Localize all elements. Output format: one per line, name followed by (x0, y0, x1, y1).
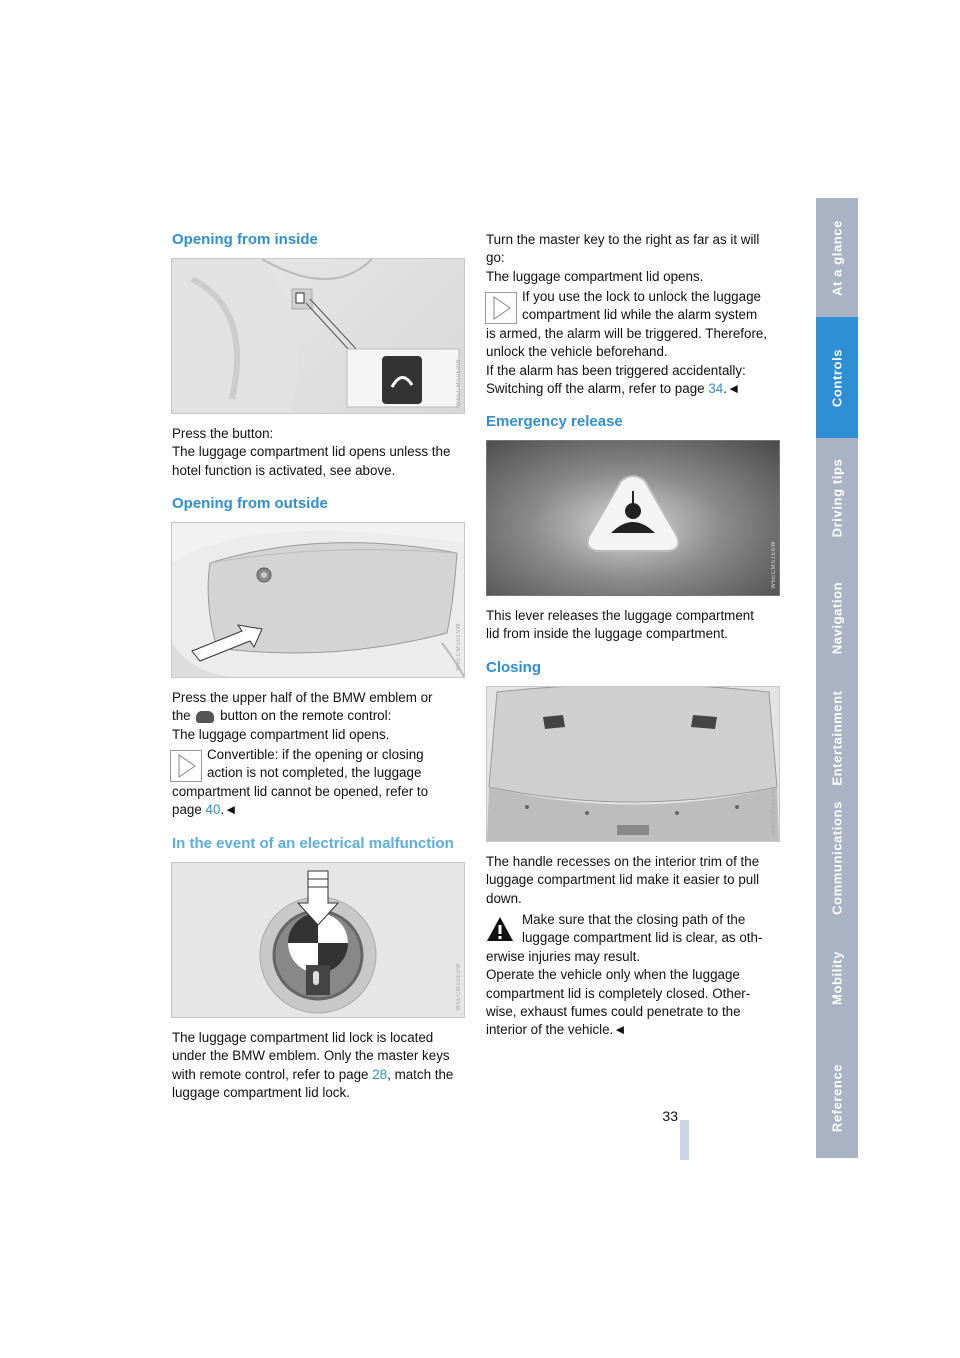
text-lock-location (172, 1029, 472, 1103)
side-tab-label: Navigation (829, 581, 845, 654)
warning-closing-path (486, 911, 786, 1040)
text-line: under the BMW emblem. Only the master keys (172, 1048, 450, 1064)
heading-opening-inside: Opening from inside (172, 231, 318, 248)
side-tab-label: Driving tips (829, 458, 845, 537)
figure-emergency-lever (486, 440, 780, 596)
figure-outside-illustration (172, 523, 464, 677)
heading-emergency-release: Emergency release (486, 413, 623, 430)
figure-lid-interior (486, 686, 780, 842)
text-press-button (172, 425, 472, 480)
text-line-with-icon (172, 707, 472, 725)
heading-opening-outside: Opening from outside (172, 495, 328, 512)
text-line (486, 380, 786, 398)
text-fragment: with remote control, refer to page (172, 1066, 369, 1082)
page-number: 33 (662, 1108, 678, 1124)
figure-lid-illustration (487, 687, 779, 841)
heading-closing: Closing (486, 659, 541, 676)
text-fragment: Switching off the alarm, refer to page (486, 381, 705, 397)
text-line: unlock the vehicle beforehand. (486, 344, 668, 360)
note-convertible (172, 746, 472, 820)
side-tab-driving-tips[interactable] (816, 438, 858, 559)
text-line (172, 1066, 472, 1084)
text-line: The luggage compartment lid lock is located (172, 1030, 434, 1045)
figure-lock-illustration (172, 863, 464, 1017)
text-line: This lever releases the luggage compartment (486, 608, 754, 623)
text-line: go: (486, 250, 505, 266)
side-tab-navigation[interactable] (816, 557, 858, 680)
side-tab-entertainment[interactable] (816, 678, 858, 800)
side-tab-label: Communications (829, 801, 845, 915)
page-link-28[interactable]: 28 (372, 1066, 388, 1082)
text-line: lid from inside the luggage compartment. (486, 626, 728, 642)
side-tab-at-a-glance[interactable] (816, 198, 858, 319)
text-line: compartment lid is completely closed. Other- (486, 985, 751, 1001)
text-line: is armed, the alarm will be triggered. Therefore, (486, 325, 768, 341)
text-fragment: the (172, 708, 191, 724)
text-line: Convertible: if the opening or closing (207, 747, 424, 762)
text-fragment: button on the remote control: (220, 708, 392, 724)
side-tab-communications[interactable] (816, 798, 858, 920)
end-marker: .◄ (220, 802, 238, 818)
page-link-40[interactable]: 40 (205, 802, 221, 818)
footer-edition: Online Edition for Part-No. 01 41 0 158 445 - © 09/04 BMW AG (312, 1141, 648, 1155)
side-tab-label: Controls (829, 348, 845, 407)
side-tab-controls[interactable] (816, 317, 858, 440)
page-link-34[interactable]: 34 (708, 381, 724, 397)
text-line: action is not completed, the luggage (207, 765, 422, 781)
text-master-key (486, 231, 786, 286)
text-line: If the alarm has been triggered accidentally: (486, 362, 746, 378)
text-line: The luggage compartment lid opens. (172, 726, 390, 742)
text-line: luggage compartment lid lock. (172, 1085, 350, 1101)
heading-electrical-malfunction: In the event of an electrical malfunction (172, 835, 454, 852)
text-line: The handle recesses on the interior trim of the (486, 854, 760, 869)
side-tab-label: At a glance (829, 219, 845, 296)
text-line: Press the button: (172, 426, 274, 441)
figure-code: W6ECMS0E0W (456, 963, 462, 1011)
text-line: compartment lid cannot be opened, refer to (172, 783, 429, 799)
text-line: hotel function is activated, see above. (172, 462, 396, 478)
figure-code: W6ECMS0E8W (456, 359, 462, 407)
text-line: wise, exhaust fumes could penetrate to the (486, 1004, 741, 1020)
side-tab-label: Mobility (829, 951, 845, 1005)
side-tab-label: Reference (829, 1063, 845, 1133)
text-line: erwise injuries may result. (486, 948, 641, 964)
text-emblem (172, 689, 472, 744)
text-handle-recesses (486, 853, 786, 908)
text-line: interior of the vehicle.◄ (486, 1022, 627, 1038)
text-line: luggage compartment lid is clear, as oth- (522, 930, 763, 946)
text-line: compartment lid while the alarm system (522, 307, 758, 323)
side-tab-label: Entertainment (829, 690, 845, 786)
text-lever (486, 607, 786, 644)
text-fragment: page (172, 802, 202, 818)
text-line: Operate the vehicle only when the luggage (486, 967, 740, 983)
figure-code: W6ECMS0E9W (456, 623, 462, 671)
figure-emblem-lock (171, 862, 465, 1018)
text-line: luggage compartment lid make it easier to pull (486, 872, 760, 888)
text-line: Make sure that the closing path of the (522, 912, 746, 927)
text-line: If you use the lock to unlock the luggage (522, 289, 761, 304)
text-fragment: , match the (387, 1066, 454, 1082)
figure-code: W6ECMS1E6W (771, 541, 777, 589)
text-line: down. (486, 890, 522, 906)
note-alarm (486, 288, 786, 398)
remote-trunk-icon (196, 711, 214, 723)
end-marker: .◄ (723, 381, 741, 397)
text-line: The luggage compartment lid opens unless the (172, 444, 451, 460)
figure-outside-emblem (171, 522, 465, 678)
figure-inside-button (171, 258, 465, 414)
text-line: Press the upper half of the BMW emblem or (172, 690, 433, 705)
figure-lever-illustration (487, 441, 779, 595)
figure-inside-illustration (172, 259, 464, 413)
text-line (172, 801, 472, 819)
text-line: Turn the master key to the right as far as it will (486, 232, 760, 247)
text-line: The luggage compartment lid opens. (486, 268, 704, 284)
side-tab-mobility[interactable] (816, 918, 858, 1040)
figure-code: W6ECMS2E5W (771, 787, 777, 835)
